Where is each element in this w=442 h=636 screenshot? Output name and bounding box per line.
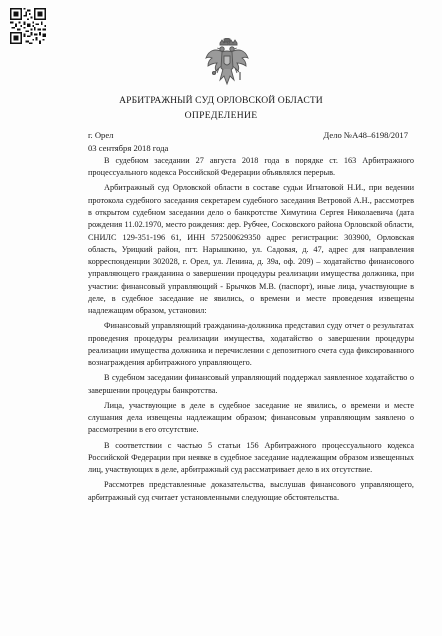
paragraph-2: Арбитражный суд Орловской области в составе судьи Игнатовой Н.И., при ведении протокола судебного заседания секретарем судебного заседания Ветровой А.Н., рассмотрев в открытом судебном заседании дело о банкротстве Химутина Сергея Николаевича (дата рождения 11.02.1970, место рождения: дер. Рубчее, Сосковского района Орловской области, СНИЛС 129-351-196 61, ИНН 572500629350 адрес регистрации: 303900, Орловская область, Урицкий район, пгт. Нарышкино, ул. Садовая, д. 47, адрес для направления корреспонденции 302028, г. Орел, ул. Ленина, д. 39а, оф. 209) – ходатайство финансового управляющего гражданина о завершении процедуры реализации имущества должника, при участии: финансовый управляющий - Брычков М.В. (паспорт), иные лица, участвующие в деле, в судебное заседание не явились, о времени и месте проведения извещены надлежащим образом, установил:: [88, 183, 414, 316]
paragraph-4: В судебном заседании финансовый управляющий поддержал заявленное ходатайство о завершении процедуры банкротства.: [88, 373, 414, 395]
paragraph-1: В судебном заседании 27 августа 2018 года в порядке ст. 163 Арбитражного процессуального кодекса Российской Федерации объявлялся перерыв.: [88, 156, 414, 178]
paragraph-3: Финансовый управляющий гражданина-должника представил суду отчет о результатах проведения процедуры реализации имущества, ходатайство о завершении процедуры реализации имущества должника и перечислении с депозитного счета суда фиксированного вознаграждения арбитражного управляющего.: [88, 321, 414, 368]
document-date: 03 сентября 2018 года: [88, 143, 169, 153]
case-number: Дело №А48–6198/2017: [323, 130, 408, 140]
qr-code-icon: [10, 8, 46, 44]
paragraph-7: Рассмотрев представленные доказательства, выслушав финансового управляющего, арбитражный суд считает установленными следующие обстоятельства.: [88, 480, 414, 502]
coat-of-arms-icon: [205, 38, 249, 90]
document-type-title: ОПРЕДЕЛЕНИЕ: [184, 110, 258, 121]
city-label: г. Орел: [88, 130, 114, 140]
paragraph-5: Лица, участвующие в деле в судебное заседание не явились, о времени и месте слушания дела извещены надлежащим образом; финансовым управляющим заявлено о рассмотрении в его отсутствие.: [88, 400, 414, 435]
court-name: АРБИТРАЖНЫЙ СУД ОРЛОВСКОЙ ОБЛАСТИ: [119, 95, 323, 106]
document-body: [88, 155, 414, 507]
paragraph-6: В соответствии с частью 5 статьи 156 Арбитражного процессуального кодекса Российской Федерации при неявке в судебное заседание надлежащим образом извещенных лиц, участвующих в деле, арбитражный суд рассматривает дело в их отсутствие.: [88, 440, 414, 475]
